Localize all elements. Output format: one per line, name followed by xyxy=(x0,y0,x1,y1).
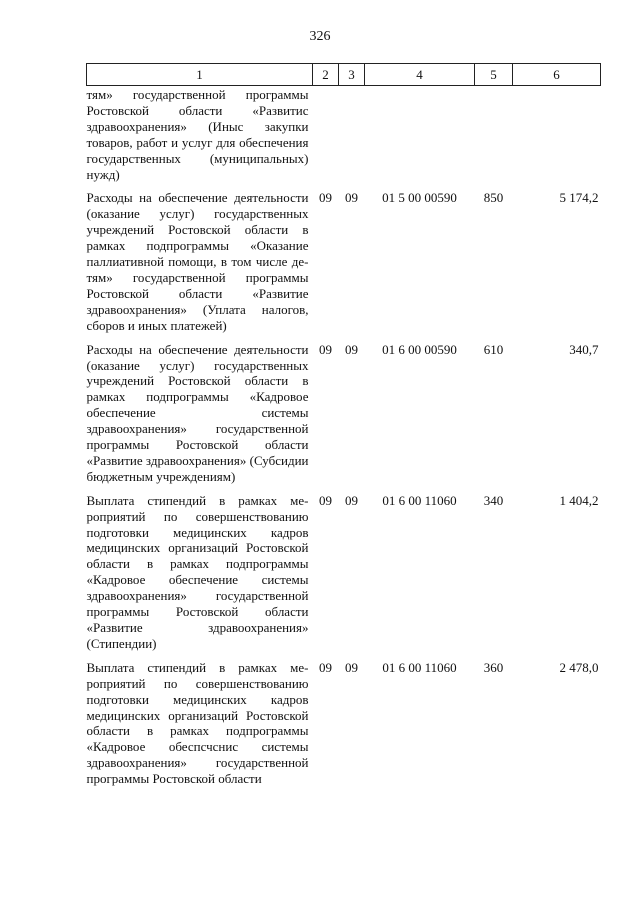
row-target-code: 01 6 00 00590 xyxy=(382,341,457,357)
row-section: 09 xyxy=(319,492,332,508)
table-row xyxy=(87,190,601,341)
row-subsection: 09 xyxy=(345,492,358,508)
row-amount: 2 478,0 xyxy=(559,659,599,675)
table-row xyxy=(87,493,601,660)
row-amount: 5 174,2 xyxy=(559,190,599,206)
row-description: Выплата стипендий в рамках мероприятий по совершенствованию подготовки медицинских кадров медицинских организаций Ростовской области в рамках подпрограммы «Кадровое обеспечение системы здравоохранения» государственной программы Ростовской области «Развитие здравоохранения» (Стипендии) xyxy=(86,492,309,651)
row-subsection: 09 xyxy=(345,341,358,357)
row-description: тям» государственной программы Ростовской области «Развитис здравоохранения» (Иныс закупки товаров, работ и услуг для обеспечения государственных (муниципальных) нужд) xyxy=(86,87,309,182)
budget-table xyxy=(86,63,601,795)
page-number: 326 xyxy=(309,29,331,44)
row-expense-type: 340 xyxy=(483,492,504,508)
row-subsection: 09 xyxy=(345,190,358,206)
row-subsection: 09 xyxy=(345,659,358,675)
row-target-code: 01 5 00 00590 xyxy=(382,190,457,206)
row-target-code: 01 6 00 11060 xyxy=(382,492,457,508)
row-section: 09 xyxy=(319,190,332,206)
table-row xyxy=(87,342,601,493)
header-col-4: 4 xyxy=(365,64,475,86)
row-target-code: 01 6 00 11060 xyxy=(382,659,457,675)
row-description: Расходы на обеспечение деятельности (оказание услуг) государственных учреждений Ростовской области в рамках подпрограммы «Кадровое обеспечение системы здравоохранения» государственной программы Ростовской области «Развитие здравоохранения» (Субсидии бюджетным учреждениям) xyxy=(86,341,309,484)
header-col-5: 5 xyxy=(475,64,513,86)
header-col-2: 2 xyxy=(313,64,339,86)
header-col-3: 3 xyxy=(339,64,365,86)
table-row xyxy=(87,660,601,795)
row-expense-type: 610 xyxy=(483,341,504,357)
row-expense-type: 360 xyxy=(483,659,504,675)
table-header-row xyxy=(87,64,601,86)
row-expense-type: 850 xyxy=(483,190,504,206)
row-section: 09 xyxy=(319,341,332,357)
header-col-1: 1 xyxy=(87,64,313,86)
row-section: 09 xyxy=(319,659,332,675)
row-amount: 340,7 xyxy=(569,341,599,357)
table-row-continuation xyxy=(87,86,601,191)
row-description: Расходы на обеспечение деятельности (оказание услуг) государственных учреждений Ростовской области в рамках подпрограммы «Оказание паллиативной помощи, в том числе детям» государственной программы Ростовской области «Развитие здравоохранения» (Уплата налогов, сборов и иных платежей) xyxy=(86,190,309,333)
row-description: Выплата стипендий в рамках мероприятий по совершенствованию подготовки медицинских кадров медицинских организаций Ростовской области в рамках подпрограммы «Кадровое обеспсчснис системы здравоохранения» государственной программы Ростовской области xyxy=(86,659,309,787)
row-amount: 1 404,2 xyxy=(559,492,599,508)
header-col-6: 6 xyxy=(513,64,601,86)
